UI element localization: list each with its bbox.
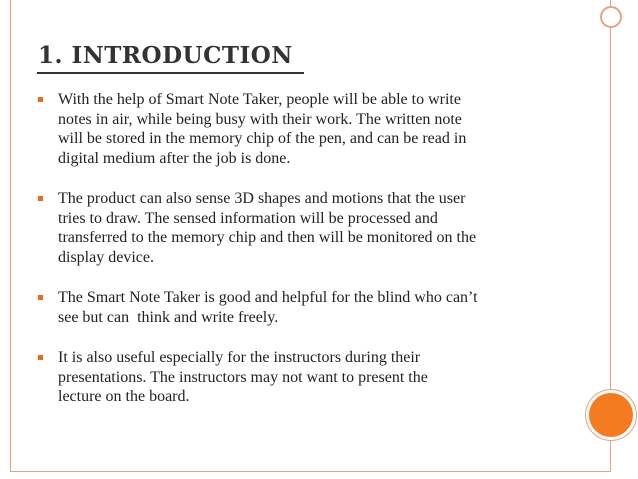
bullet-square-icon [38,97,43,102]
bullet-line: digital medium after the job is done. [58,149,291,167]
slide-title: 1. INTRODUCTION [38,42,293,69]
bullet-square-icon [38,355,43,360]
bullet-line: With the help of Smart Note Taker, people will be able to write [58,91,461,108]
decorative-orange-circle-icon [589,393,633,437]
bullet-item [38,189,558,267]
bullet-line: will be stored in the memory chip of the pen, and can be read in [58,130,467,147]
bullet-line: The product can also sense 3D shapes and motions that the user [58,190,466,207]
bullet-item [38,288,558,327]
bullet-square-icon [38,295,43,300]
bullet-list [38,90,558,428]
bullet-line: see but can think and write freely. [58,308,279,326]
bullet-line: transferred to the memory chip and then will be monitored on the [58,229,477,246]
bullet-item [38,90,558,168]
bullet-line: It is also useful especially for the instructors during their [58,349,421,366]
bullet-item [38,348,558,407]
bullet-line: lecture on the board. [58,388,190,405]
bullet-line: presentations. The instructors may not want to present the [58,368,428,386]
title-underline [37,72,304,74]
bullet-line: tries to draw. The sensed information will be processed and [58,209,438,227]
decorative-ring-icon [600,6,622,28]
bullet-line: notes in air, while being busy with their work. The written note [58,110,462,128]
bullet-line: The Smart Note Taker is good and helpful for the blind who can’t [58,289,478,306]
bullet-square-icon [38,196,43,201]
bullet-line: display device. [58,248,154,266]
